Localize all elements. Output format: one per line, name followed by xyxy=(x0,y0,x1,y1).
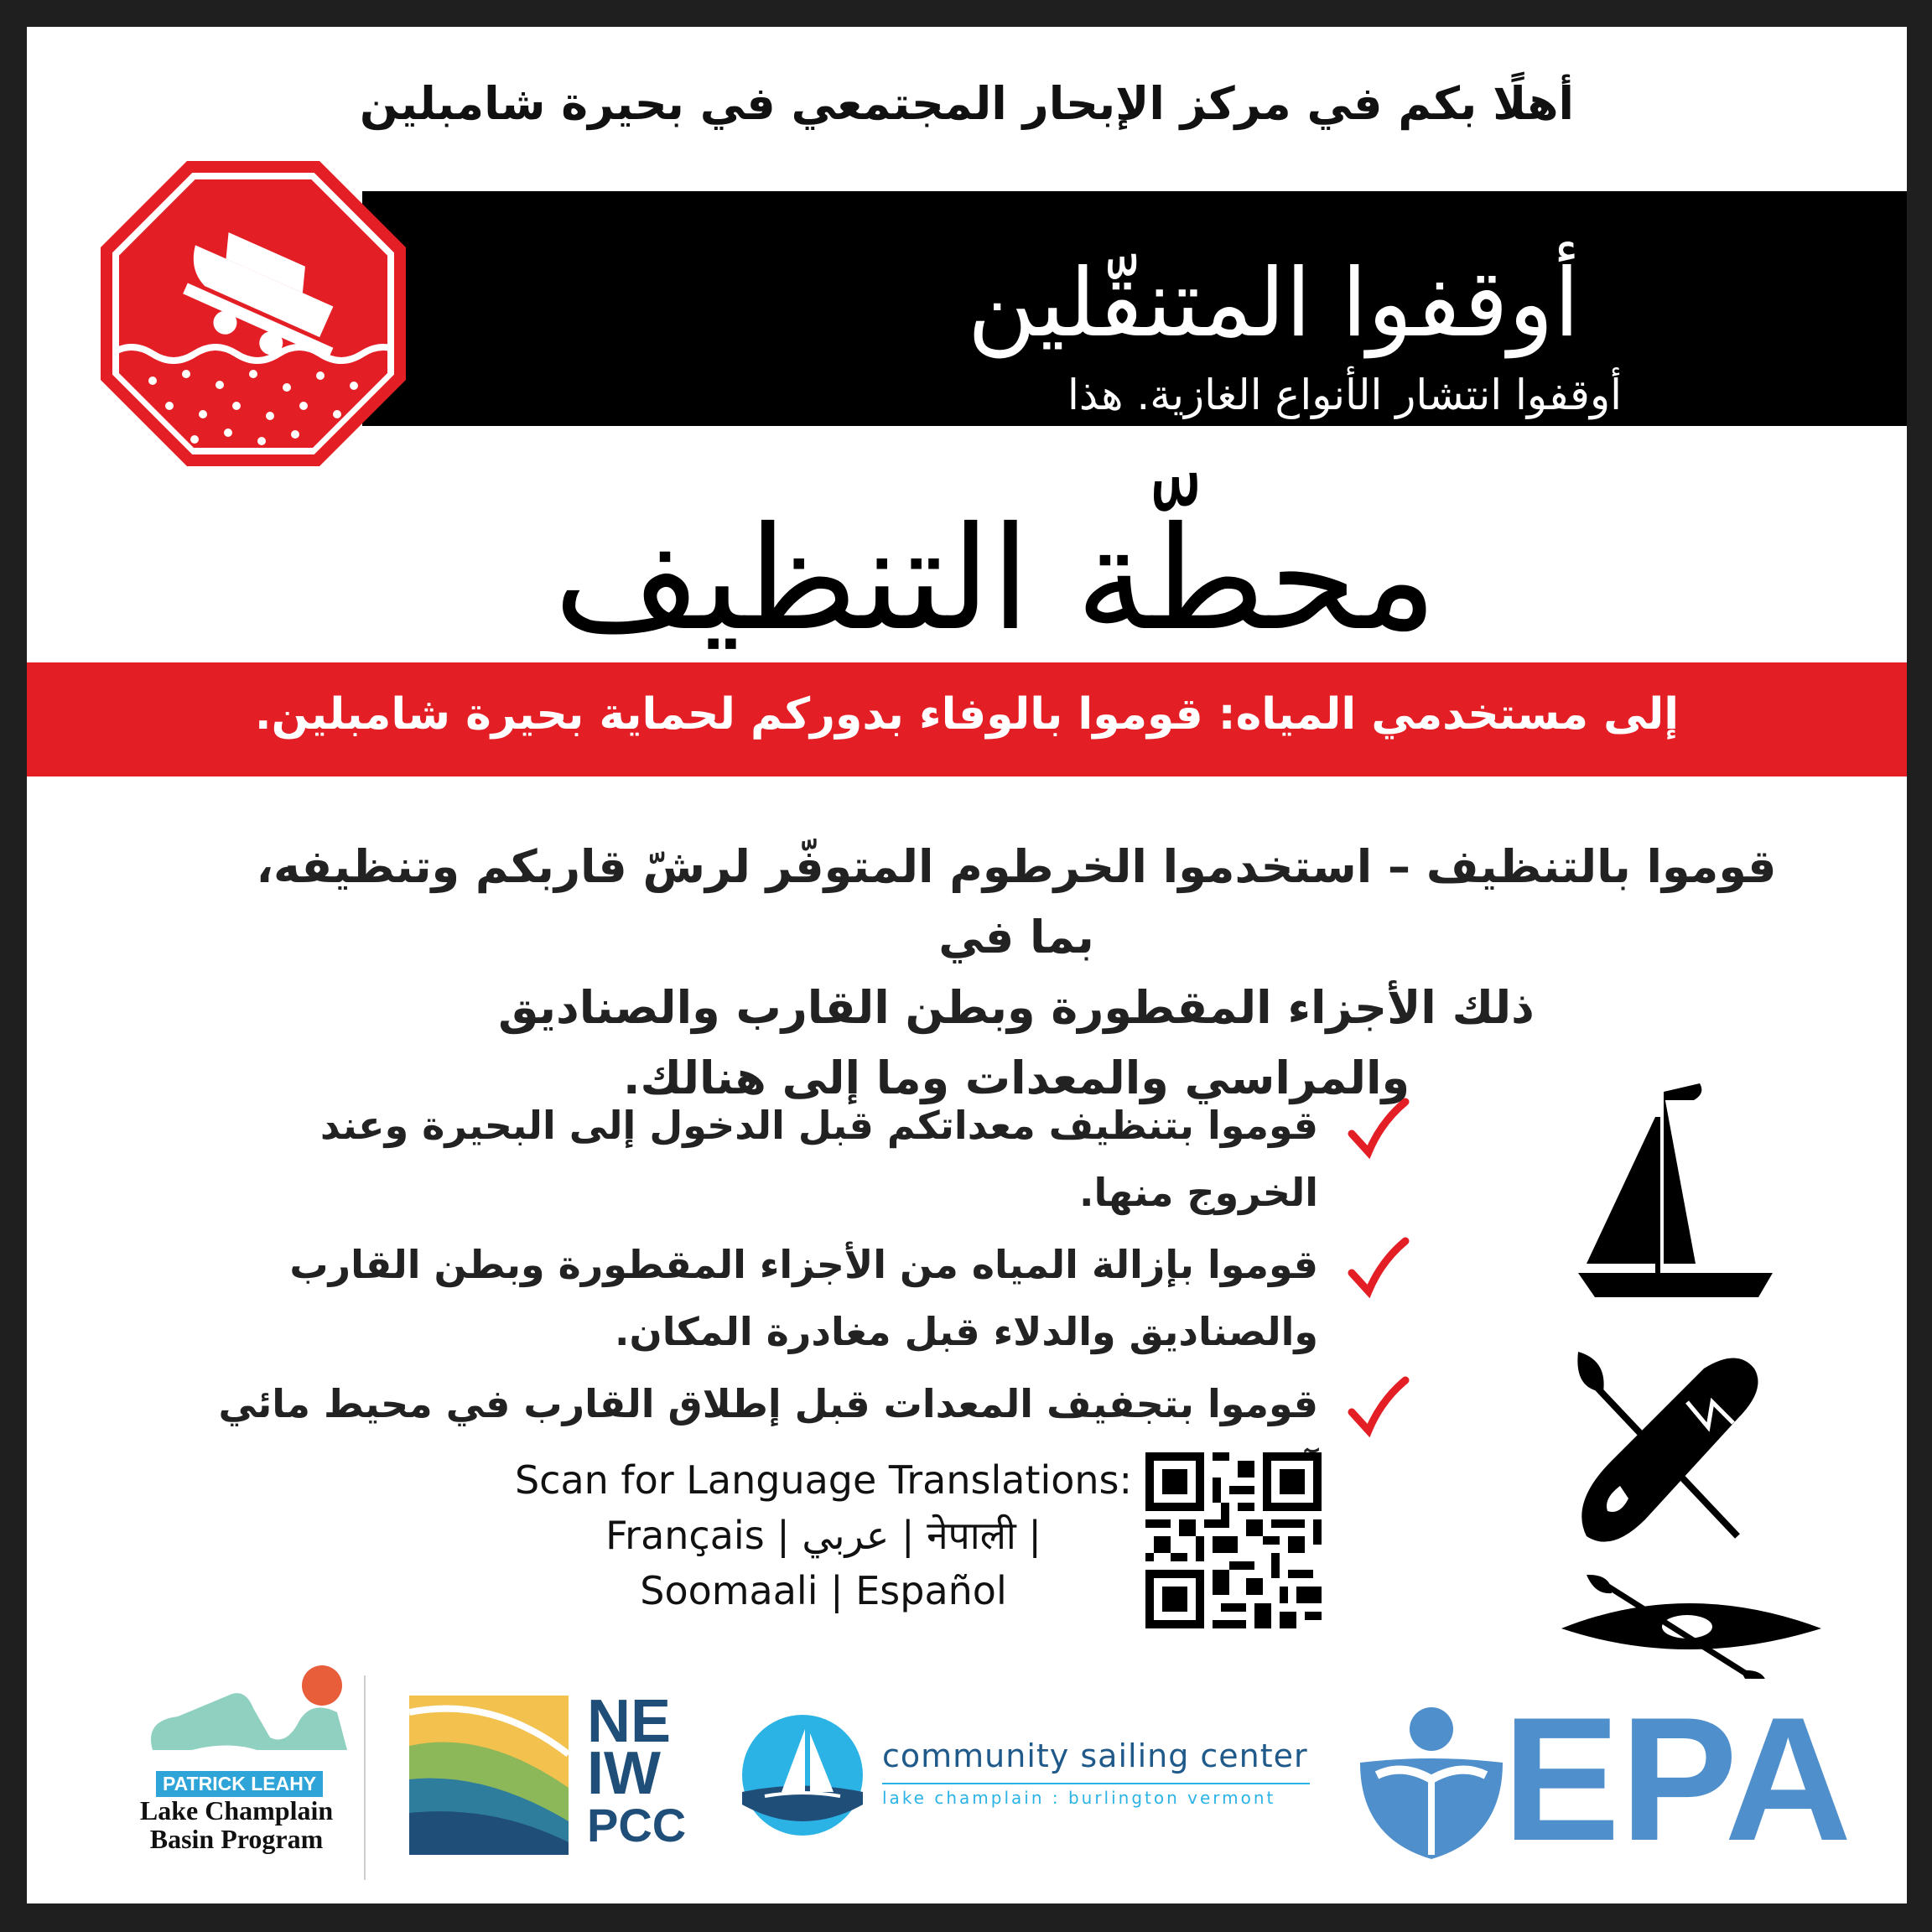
epa-flower-icon xyxy=(1352,1696,1511,1863)
checklist-item xyxy=(195,1231,1410,1365)
lcbp-name-line-2: Basin Program xyxy=(149,1824,324,1854)
qr-code[interactable] xyxy=(1145,1452,1322,1628)
banner-title: أوقفوا المتنقّلين xyxy=(967,249,1580,358)
csc-underline xyxy=(882,1783,1310,1784)
water-users-message: إلى مستخدمي المياه: قوموا بالوفاء بدوركم لحماية بحيرة شامبلين. xyxy=(254,689,1680,740)
banner-subtitle: أوقفوا انتشار الأنواع الغازية. هذا xyxy=(1067,371,1622,419)
check-icon xyxy=(1343,1375,1410,1442)
paddleboard-icon xyxy=(1577,1352,1758,1542)
intro-line-1: قوموا بالتنظيف – استخدموا الخرطوم المتوفّر لرشّ قاربكم وتنظيفه، بما في xyxy=(256,840,1777,963)
activity-icons xyxy=(1561,1075,1880,1679)
checklist-text: قوموا بتجفيف المعدات قبل إطلاق القارب في محيط مائي xyxy=(218,1381,1318,1426)
lcbp-name xyxy=(136,1796,337,1853)
check-icon xyxy=(1343,1097,1410,1164)
intro-line-2: ذلك الأجزاء المقطورة وبطن القارب والصناديق xyxy=(498,981,1535,1034)
check-icon xyxy=(1343,1236,1410,1303)
neiw-line-2: IW xyxy=(587,1740,661,1807)
checklist-item xyxy=(195,1092,1410,1226)
kayak-icon xyxy=(1561,1575,1821,1679)
neiw-line-3: PCC xyxy=(587,1799,687,1852)
welcome-heading: أهلًا بكم في مركز الإبحار المجتمعي في بحيرة شامبلين xyxy=(359,77,1575,130)
neiwpcc-wordmark xyxy=(587,1688,687,1852)
logo-divider xyxy=(364,1675,366,1880)
lcbp-name-line-1: Lake Champlain xyxy=(139,1795,334,1826)
cleaning-station-title: محطّة التنظيف xyxy=(553,496,1437,662)
checklist xyxy=(195,1092,1410,1504)
epa-wordmark: EPA xyxy=(1503,1680,1852,1877)
intro-line-3: والمراسي والمعدات وما إلى هنالك. xyxy=(622,1052,1410,1104)
neiw-line-1: NE xyxy=(587,1688,672,1755)
neiwpcc-logo-mark xyxy=(409,1696,569,1855)
scan-line-1: Scan for Language Translations: xyxy=(514,1457,1133,1503)
csc-name: community sailing center xyxy=(882,1737,1308,1774)
community-sailing-center-logo xyxy=(740,1712,865,1838)
scan-translations xyxy=(505,1452,1142,1618)
poster xyxy=(27,27,1907,1903)
scan-line-3: Soomaali | Español xyxy=(640,1568,1007,1613)
scan-line-2: Français | عربي | नेपाली | xyxy=(605,1513,1041,1558)
checklist-text: قوموا بتنظيف معداتكم قبل الدخول إلى البحيرة وعند الخروج منها. xyxy=(319,1103,1318,1215)
csc-location: lake champlain : burlington vermont xyxy=(882,1788,1276,1808)
boat-trailer-icon xyxy=(94,154,413,473)
lake-champlain-basin-program-logo xyxy=(127,1662,362,1771)
sailboat-icon xyxy=(1578,1083,1773,1297)
clean-instructions xyxy=(220,832,1813,1114)
checklist-text: قوموا بإزالة المياه من الأجزاء المقطورة وبطن القارب والصناديق والدلاء قبل مغادرة المكان. xyxy=(289,1242,1318,1354)
lcbp-badge: PATRICK LEAHY xyxy=(156,1771,323,1797)
